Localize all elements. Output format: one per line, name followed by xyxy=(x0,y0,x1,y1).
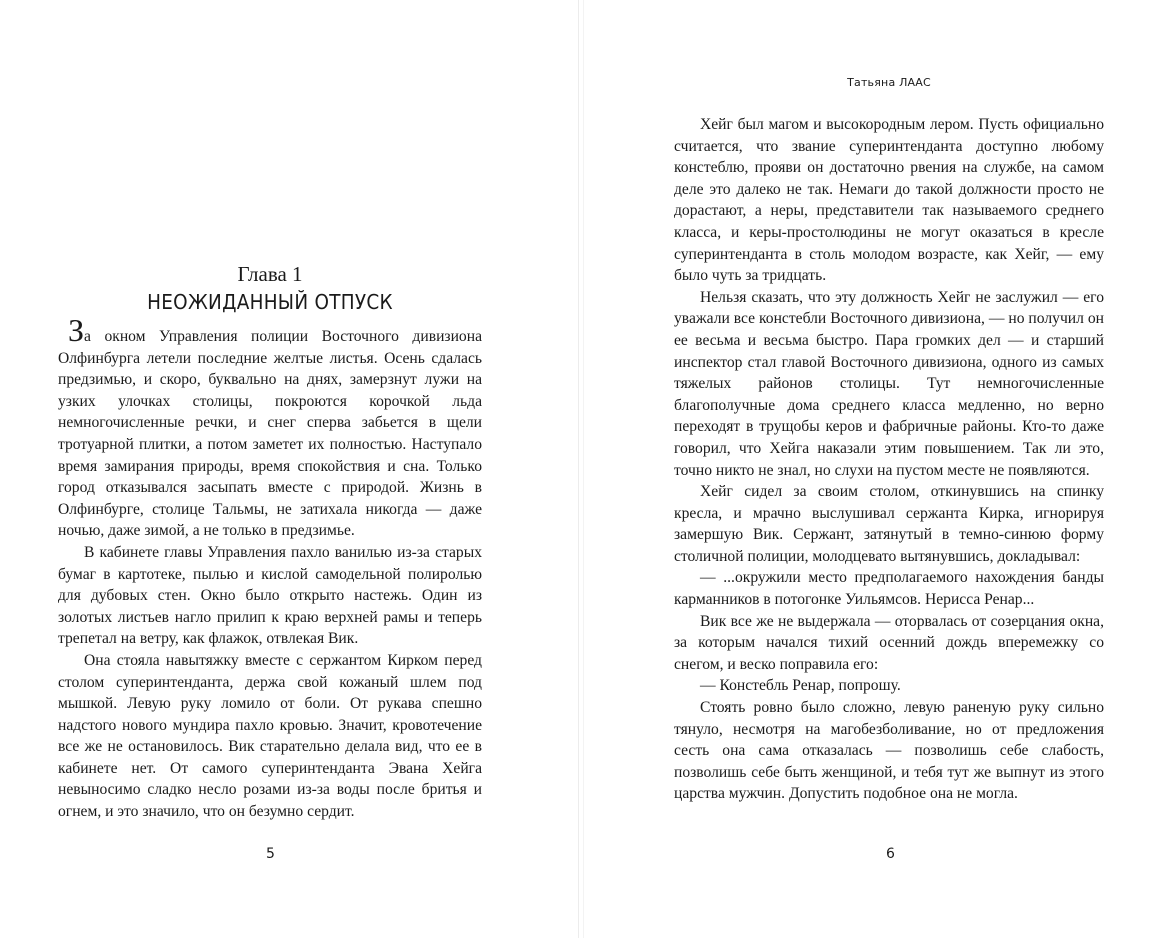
page-gutter-shadow xyxy=(583,0,584,938)
chapter-number: Глава 1 xyxy=(237,262,303,286)
dialogue-line: — ...окружили место предполагаемого нахождения банды карманников в потогонке Уильямсов. Нерисса Ренар... xyxy=(674,569,1104,609)
left-body-text xyxy=(58,312,482,823)
right-body-text xyxy=(674,114,1104,805)
left-page xyxy=(58,0,482,938)
chapter-title: НЕОЖИДАННЫЙ ОТПУСК xyxy=(147,290,393,314)
paragraph: За окном Управления полиции Восточного дивизиона Олфинбурга летели последние желтые листья. Осень сдалась предзимью, и скоро, буквально на днях, замерзнут лужи на узких улочках столицы, покроются корочкой льда немногочисленные речки, и снег сперва забьется в щели тротуарной плитки, а потом заметет их полностью. Наступало время замирания природы, время спокойствия и сна. Только город отказывался засыпать вместе с природой. Жизнь в Олфинбурге, столице Тальмы, не затихала никогда — даже ночью, даже зимой, а не только в предзимье. xyxy=(58,312,482,540)
page-number: 5 xyxy=(266,846,275,862)
paragraph: Хейг был магом и высокородным лером. Пусть официально считается, что звание суперинтенданта доступно любому констеблю, прояви он достаточно рвения на службе, на самом деле это далеко не так. Немаги до такой должности просто не дорастают, а неры, представители так называемого среднего класса, и керы-простолюдины не могут оказаться в кресле суперинтенданта в столь молодом возрасте, как Хейг, — ему было чуть за тридцать. xyxy=(674,116,1104,285)
right-page xyxy=(674,0,1104,938)
paragraph: Она стояла навытяжку вместе с сержантом Кирком перед столом суперинтенданта, держа свой кожаный шлем под мышкой. Левую руку ломило от боли. От рукава спешно надстого нового мундира пахло кровью. Значит, кровотечение все же не остановилось. Вик старательно делала вид, что ее в кабинете нет. От самого суперинтенданта Эвана Хейга невыносимо сладко несло розами из-за воды после бритья и огнем, и это значило, что он безумно сердит. xyxy=(58,651,482,821)
dialogue-line: — Констебль Ренар, попрошу. xyxy=(700,677,901,695)
paragraph: В кабинете главы Управления пахло ванилью из-за старых бумаг в картотеке, пылью и кислой самодельной полиролью для дубовых стен. Окно было открыто настежь. Один из золотых листьев нагло прилип к краю верхней рамы и теперь трепетал на ветру, как флажок, отвлекая Вик. xyxy=(58,543,482,648)
page-gutter xyxy=(578,0,579,938)
running-head-author: Татьяна ЛААС xyxy=(847,76,931,89)
page-number: 6 xyxy=(886,846,895,862)
paragraph: Вик все же не выдержала — оторвалась от созерцания окна, за которым начался тихий осенний дождь вперемежку со снегом, и веско поправила его: xyxy=(674,612,1104,673)
paragraph: Нельзя сказать, что эту должность Хейг не заслужил — его уважали все констебли Восточного дивизиона, — но получил он ее весьма и весьма быстро. Пара громких дел — и старший инспектор стал главой Восточного дивизиона, одного из самых тяжелых районов столицы. Тут немногочисленные благополучные дома среднего класса медленно, но верно переходят в трущобы керов и фабричные районы. Кто-то даже говорил, что Хейга наказали этим повышением. Так ли это, точно никто не знал, но слухи на пустом месте не появляются. xyxy=(674,288,1104,479)
paragraph: Хейг сидел за своим столом, откинувшись на спинку кресла, и мрачно выслушивал сержанта Кирка, игнорируя замершую Вик. Сержант, затянутый в темно-синюю форму столичной полиции, молодцевато вытянувшись, докладывал: xyxy=(674,483,1104,565)
drop-cap: З xyxy=(68,312,85,348)
paragraph: Стоять ровно было сложно, левую раненую руку сильно тянуло, несмотря на магобезболивание, но от предложения сесть она сама отказалась — позволишь себе слабость, позволишь себе быть женщиной, и тебя тут же выпнут из этого царства мужчин. Допустить подобное она не могла. xyxy=(674,699,1104,803)
